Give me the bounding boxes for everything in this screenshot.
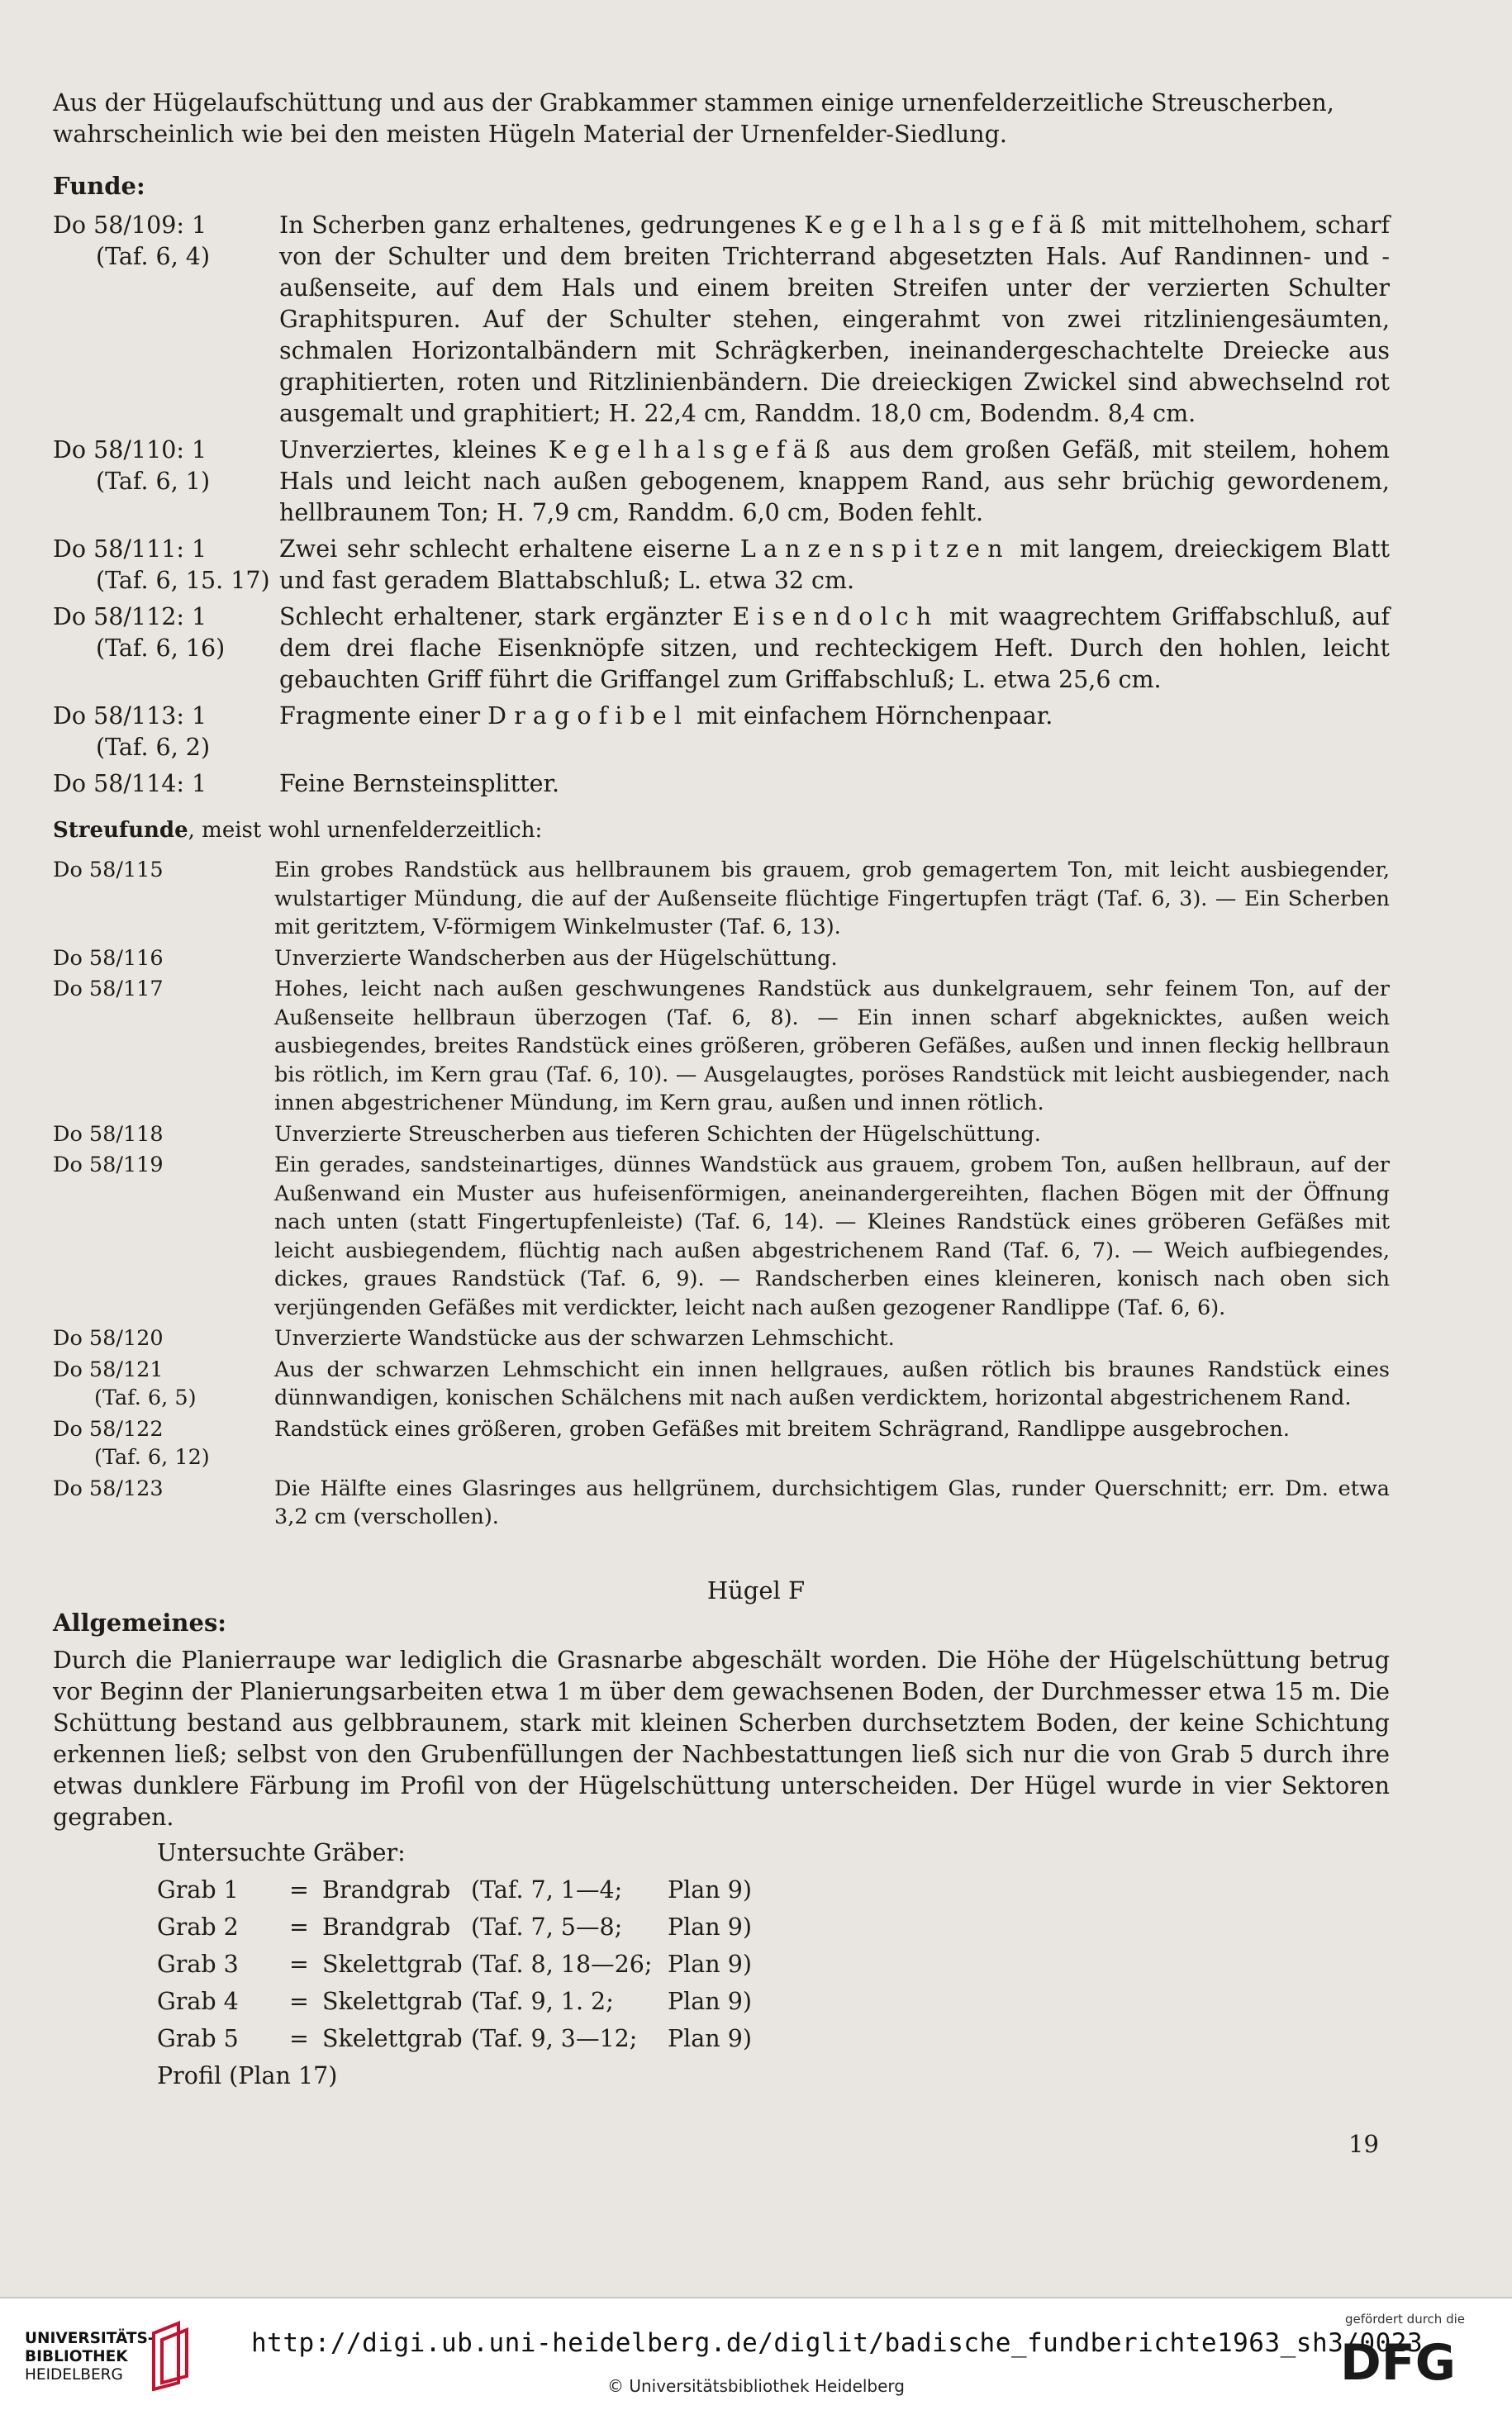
copyright-text: © Universitätsbibliothek Heidelberg [606, 2376, 905, 2396]
streufunde-entry [53, 1120, 1390, 1149]
intro-paragraph: Aus der Hügelaufschüttung und aus der Grabkammer stammen einige urnenfelderzeitliche Streuscherben, wahrscheinlich wie bei den meisten Hügeln Material der Urnenfelder-Siedlung. [53, 89, 1334, 148]
entry-description: Aus der schwarzen Lehmschicht ein innen hellgraues, außen rötlich bis braunes Randstück eines dünnwandigen, konischen Schälchens mit nach außen verdicktem, horizontal abgestrichenem Rand. [274, 1357, 1390, 1410]
entry-id: Do 58/116 [53, 945, 164, 971]
streufunde-heading: Streufunde, meist wohl urnenfelderzeitlich: [53, 818, 543, 843]
entry-description: Feine Bernsteinsplitter. [279, 770, 560, 797]
entry-description: Randstück eines größeren, groben Gefäßes mit breitem Schrägrand, Randlippe ausgebrochen. [274, 1416, 1290, 1442]
streufunde-entry [53, 944, 1390, 973]
funde-entry [53, 210, 1390, 430]
entry-id: Do 58/109: 1 [53, 212, 207, 239]
entry-description: Unverzierte Wandscherben aus der Hügelschüttung. [274, 945, 838, 971]
funde-entry [53, 534, 1390, 597]
dfg-logo-text: DFG [1340, 2334, 1457, 2389]
entry-ref: (Taf. 6, 4) [96, 243, 211, 270]
entry-description: Ein gerades, sandsteinartiges, dünnes Wandstück aus grauem, grobem Ton, außen hellbraun, auf der Außenwand ein Muster aus hufeisenförmigen, aneinandergereihten, flachen Bögen mit der Öffnung nach unten (statt Fingertupfenleiste) (Taf. 6, 14). — Kleines Randstück eines gröberen Gefäßes mit leicht ausbiegendem, flüchtig nach außen abgestrichenem Rand (Taf. 6, 7). — Weich aufbiegendes, dickes, graues Randstück (Taf. 6, 9). — Randscherben eines kleineren, konisch nach oben sich verjüngenden Gefäßes mit verdickter, leicht nach außen gezogener Randlippe (Taf. 6, 6). [274, 1153, 1390, 1320]
entry-id: Do 58/122 [53, 1416, 164, 1442]
entry-description: Schlecht erhaltener, stark ergänzter Eisendolch mit waagrechtem Griffabschluß, auf dem drei flache Eisenknöpfe sitzen, und rechteckigem Heft. Durch den hohlen, leicht gebauchten Griff führt die Griffangel zum Griffabschluß; L. etwa 25,6 cm. [279, 603, 1390, 693]
streufunde-entry [53, 1151, 1390, 1322]
entry-description: Unverziertes, kleines Kegelhalsgefäß aus dem großen Gefäß, mit steilem, hohem Hals und leicht nach außen gebogenem, knappem Rand, aus sehr brüchig gewordenem, hellbraunem Ton; H. 7,9 cm, Randdm. 6,0 cm, Boden fehlt. [279, 436, 1390, 526]
streufunde-list [53, 856, 1390, 1534]
streufunde-entry [53, 975, 1390, 1118]
funder-label: gefördert durch die [1345, 2312, 1465, 2327]
funde-entry [53, 435, 1390, 529]
streufunde-entry [53, 1475, 1390, 1532]
entry-id: Do 58/114: 1 [53, 770, 207, 797]
entry-id: Do 58/123 [53, 1476, 164, 1501]
grave-row: Grab 3 = Skelettgrab (Taf. 8, 18—26; Plan 9) [157, 1951, 752, 1978]
streufunde-entry [53, 1324, 1390, 1353]
section-title: Hügel F [706, 1576, 806, 1604]
funde-entry [53, 768, 1390, 800]
entry-id: Do 58/110: 1 [53, 436, 207, 463]
entry-ref: (Taf. 6, 1) [96, 468, 211, 495]
funde-entry [53, 601, 1390, 696]
allgemeines-heading: Allgemeines: [53, 1609, 226, 1637]
streufunde-entry [53, 856, 1390, 942]
find-term: Lanzenspitzen [739, 535, 1010, 563]
footer-bar [0, 2297, 1512, 2410]
entry-id: Do 58/121 [53, 1357, 164, 1382]
funde-list [53, 210, 1390, 805]
grave-row: Grab 2 = Brandgrab (Taf. 7, 5—8; Plan 9) [157, 1913, 752, 1941]
entry-id: Do 58/111: 1 [53, 535, 207, 563]
entry-id: Do 58/112: 1 [53, 603, 207, 630]
entry-description: Ein grobes Randstück aus hellbraunem bis grauem, grob gemagertem Ton, mit leicht ausbiegender, wulstartiger Mündung, die auf der Außenseite flüchtige Fingertupfen trägt (Taf. 6, 3). — Ein Scherben mit geritztem, V-förmigem Winkelmuster (Taf. 6, 13). [274, 858, 1390, 939]
streufunde-entry [53, 1415, 1390, 1472]
find-term: Dragofibel [487, 702, 690, 730]
funde-heading: Funde: [53, 172, 145, 200]
entry-description: Hohes, leicht nach außen geschwungenes Randstück aus dunkelgrauem, sehr feinem Ton, auf der Außenseite hellbraun überzogen (Taf. 6, 8). — Ein innen scharf abgeknicktes, außen weich ausbiegendes, breites Randstück eines größeren, gröberen Gefäßes, außen und innen fleckig hellbraun bis rötlich, im Kern grau (Taf. 6, 10). — Ausgelaugtes, poröses Randstück mit leicht ausbiegender, nach innen abgestrichener Mündung, im Kern grau, außen und innen rötlich. [274, 977, 1390, 1115]
graves-heading: Untersuchte Gräber: [157, 1839, 406, 1866]
library-name: UNIVERSITÄTS- BIBLIOTHEK HEIDELBERG [25, 2330, 155, 2384]
entry-id: Do 58/119 [53, 1153, 164, 1177]
entry-id: Do 58/117 [53, 977, 164, 1001]
grave-row: Grab 5 = Skelettgrab (Taf. 9, 3—12; Plan 9) [157, 2025, 752, 2052]
entry-description: Unverzierte Streuscherben aus tieferen Schichten der Hügelschüttung. [274, 1121, 1041, 1147]
entry-description: Zwei sehr schlecht erhaltene eiserne Lanzenspitzen mit langem, dreieckigem Blatt und fast geradem Blattabschluß; L. etwa 32 cm. [279, 535, 1390, 594]
entry-id: Do 58/113: 1 [53, 702, 207, 730]
entry-ref: (Taf. 6, 5) [94, 1386, 197, 1410]
page-number: 19 [1348, 2130, 1379, 2158]
entry-ref: (Taf. 6, 2) [96, 734, 211, 761]
entry-description: In Scherben ganz erhaltenes, gedrungenes Kegelhalsgefäß mit mittelhohem, scharf von der Schulter und dem breiten Trichterrand abgesetzten Hals. Auf Randinnen- und -außenseite, auf dem Hals und einem breiten Streifen unter der verzierten Schulter Graphitspuren. Auf der Schulter stehen, eingerahmt von zwei ritzliniengesäumten, schmalen Horizontalbändern mit Schrägkerben, ineinandergeschachtelte Dreiecke aus graphitierten, roten und Ritzlinienbändern. Die dreieckigen Zwickel sind abwechselnd rot ausgemalt und graphitiert; H. 22,4 cm, Randdm. 18,0 cm, Bodendm. 8,4 cm. [279, 212, 1390, 427]
profil-line: Profil (Plan 17) [157, 2062, 338, 2089]
grave-row: Grab 1 = Brandgrab (Taf. 7, 1—4; Plan 9) [157, 1876, 752, 1904]
funde-entry [53, 701, 1390, 763]
grave-row: Grab 4 = Skelettgrab (Taf. 9, 1. 2; Plan 9) [157, 1988, 752, 2015]
find-term: Kegelhalsgefäß [804, 212, 1094, 239]
entry-id: Do 58/120 [53, 1326, 164, 1351]
entry-id: Do 58/115 [53, 858, 164, 882]
entry-description: Unverzierte Wandstücke aus der schwarzen Lehmschicht. [274, 1326, 895, 1351]
find-term: Kegelhalsgefäß [548, 436, 838, 463]
entry-description: Fragmente einer Dragofibel mit einfachem Hörnchenpaar. [279, 702, 1053, 730]
permalink-url[interactable]: http://digi.ub.uni-heidelberg.de/diglit/badische_fundberichte1963_sh3/0023 [251, 2328, 1424, 2358]
entry-id: Do 58/118 [53, 1121, 164, 1147]
streufunde-entry [53, 1356, 1390, 1413]
entry-ref: (Taf. 6, 12) [94, 1445, 210, 1470]
entry-ref: (Taf. 6, 15. 17) [96, 567, 270, 594]
allgemeines-paragraph: Durch die Planierraupe war lediglich die Grasnarbe abgeschält worden. Die Höhe der Hügelschüttung betrug vor Beginn der Planierungsarbeiten etwa 1 m über dem gewachsenen Boden, der Durchmesser etwa 15 m. Die Schüttung bestand aus gelbbraunem, stark mit kleinen Scherben durchsetztem Boden, der keine Schichtung erkennen ließ; selbst von den Grubenfüllungen der Nachbestattungen ließ sich nur die von Grab 5 durch ihre etwas dunklere Färbung im Profil von der Hügelschüttung unterscheiden. Der Hügel wurde in vier Sektoren gegraben. [53, 1647, 1390, 1831]
graves-list [157, 1834, 752, 2094]
find-term: Eisendolch [732, 603, 939, 630]
entry-ref: (Taf. 6, 16) [96, 635, 226, 662]
entry-description: Die Hälfte eines Glasringes aus hellgrünem, durchsichtigem Glas, runder Querschnitt; err. Dm. etwa 3,2 cm (verschollen). [274, 1476, 1390, 1529]
dfg-logo-icon [1337, 2332, 1486, 2389]
